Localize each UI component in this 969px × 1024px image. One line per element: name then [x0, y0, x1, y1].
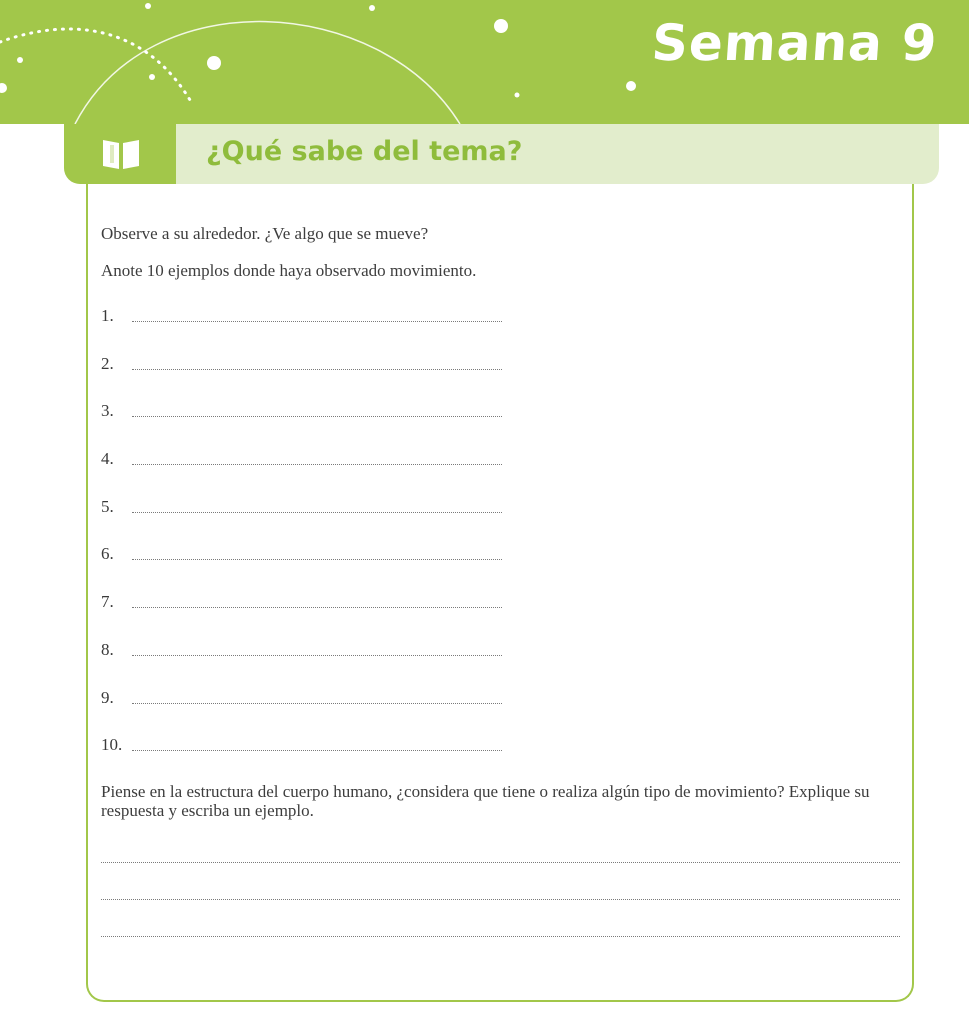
- answer-line[interactable]: [132, 321, 502, 322]
- open-book-icon: [101, 137, 141, 171]
- answer-line[interactable]: [132, 369, 502, 370]
- item-number: 6.: [101, 544, 114, 564]
- section-title: ¿Qué sabe del tema?: [206, 136, 523, 167]
- answer-line[interactable]: [132, 655, 502, 656]
- question-body: Piense en la estructura del cuerpo humano, ¿considera que tiene o realiza algún tipo de movimiento? Explique su respuesta y escriba un ejemplo.: [101, 782, 870, 820]
- prompt-observe: Observe a su alrededor. ¿Ve algo que se mueve?: [101, 224, 429, 243]
- answer-line[interactable]: [132, 703, 502, 704]
- item-number: 2.: [101, 353, 114, 373]
- response-line-3[interactable]: [101, 936, 900, 937]
- response-line-2[interactable]: [101, 899, 900, 900]
- item-number: 4.: [101, 449, 114, 469]
- item-number: 10.: [101, 735, 123, 755]
- top-banner: [0, 0, 969, 124]
- item-number: 1.: [101, 306, 114, 325]
- section-icon-box: [64, 124, 176, 184]
- answer-line[interactable]: [132, 750, 502, 751]
- item-number: 5.: [101, 496, 114, 516]
- response-line-1[interactable]: [101, 862, 900, 863]
- answer-line[interactable]: [132, 464, 502, 465]
- answer-line[interactable]: [132, 607, 502, 608]
- answer-line[interactable]: [132, 512, 502, 513]
- answer-line[interactable]: [132, 559, 502, 560]
- week-label: Semana 9: [649, 14, 940, 72]
- prompt-examples: Anote 10 ejemplos donde haya observado movimiento.: [101, 261, 477, 280]
- item-number: 7.: [101, 592, 114, 612]
- content-panel: [86, 160, 914, 1002]
- answer-line[interactable]: [132, 416, 502, 417]
- item-number: 8.: [101, 639, 114, 659]
- item-number: 3.: [101, 401, 114, 421]
- item-number: 9.: [101, 687, 114, 707]
